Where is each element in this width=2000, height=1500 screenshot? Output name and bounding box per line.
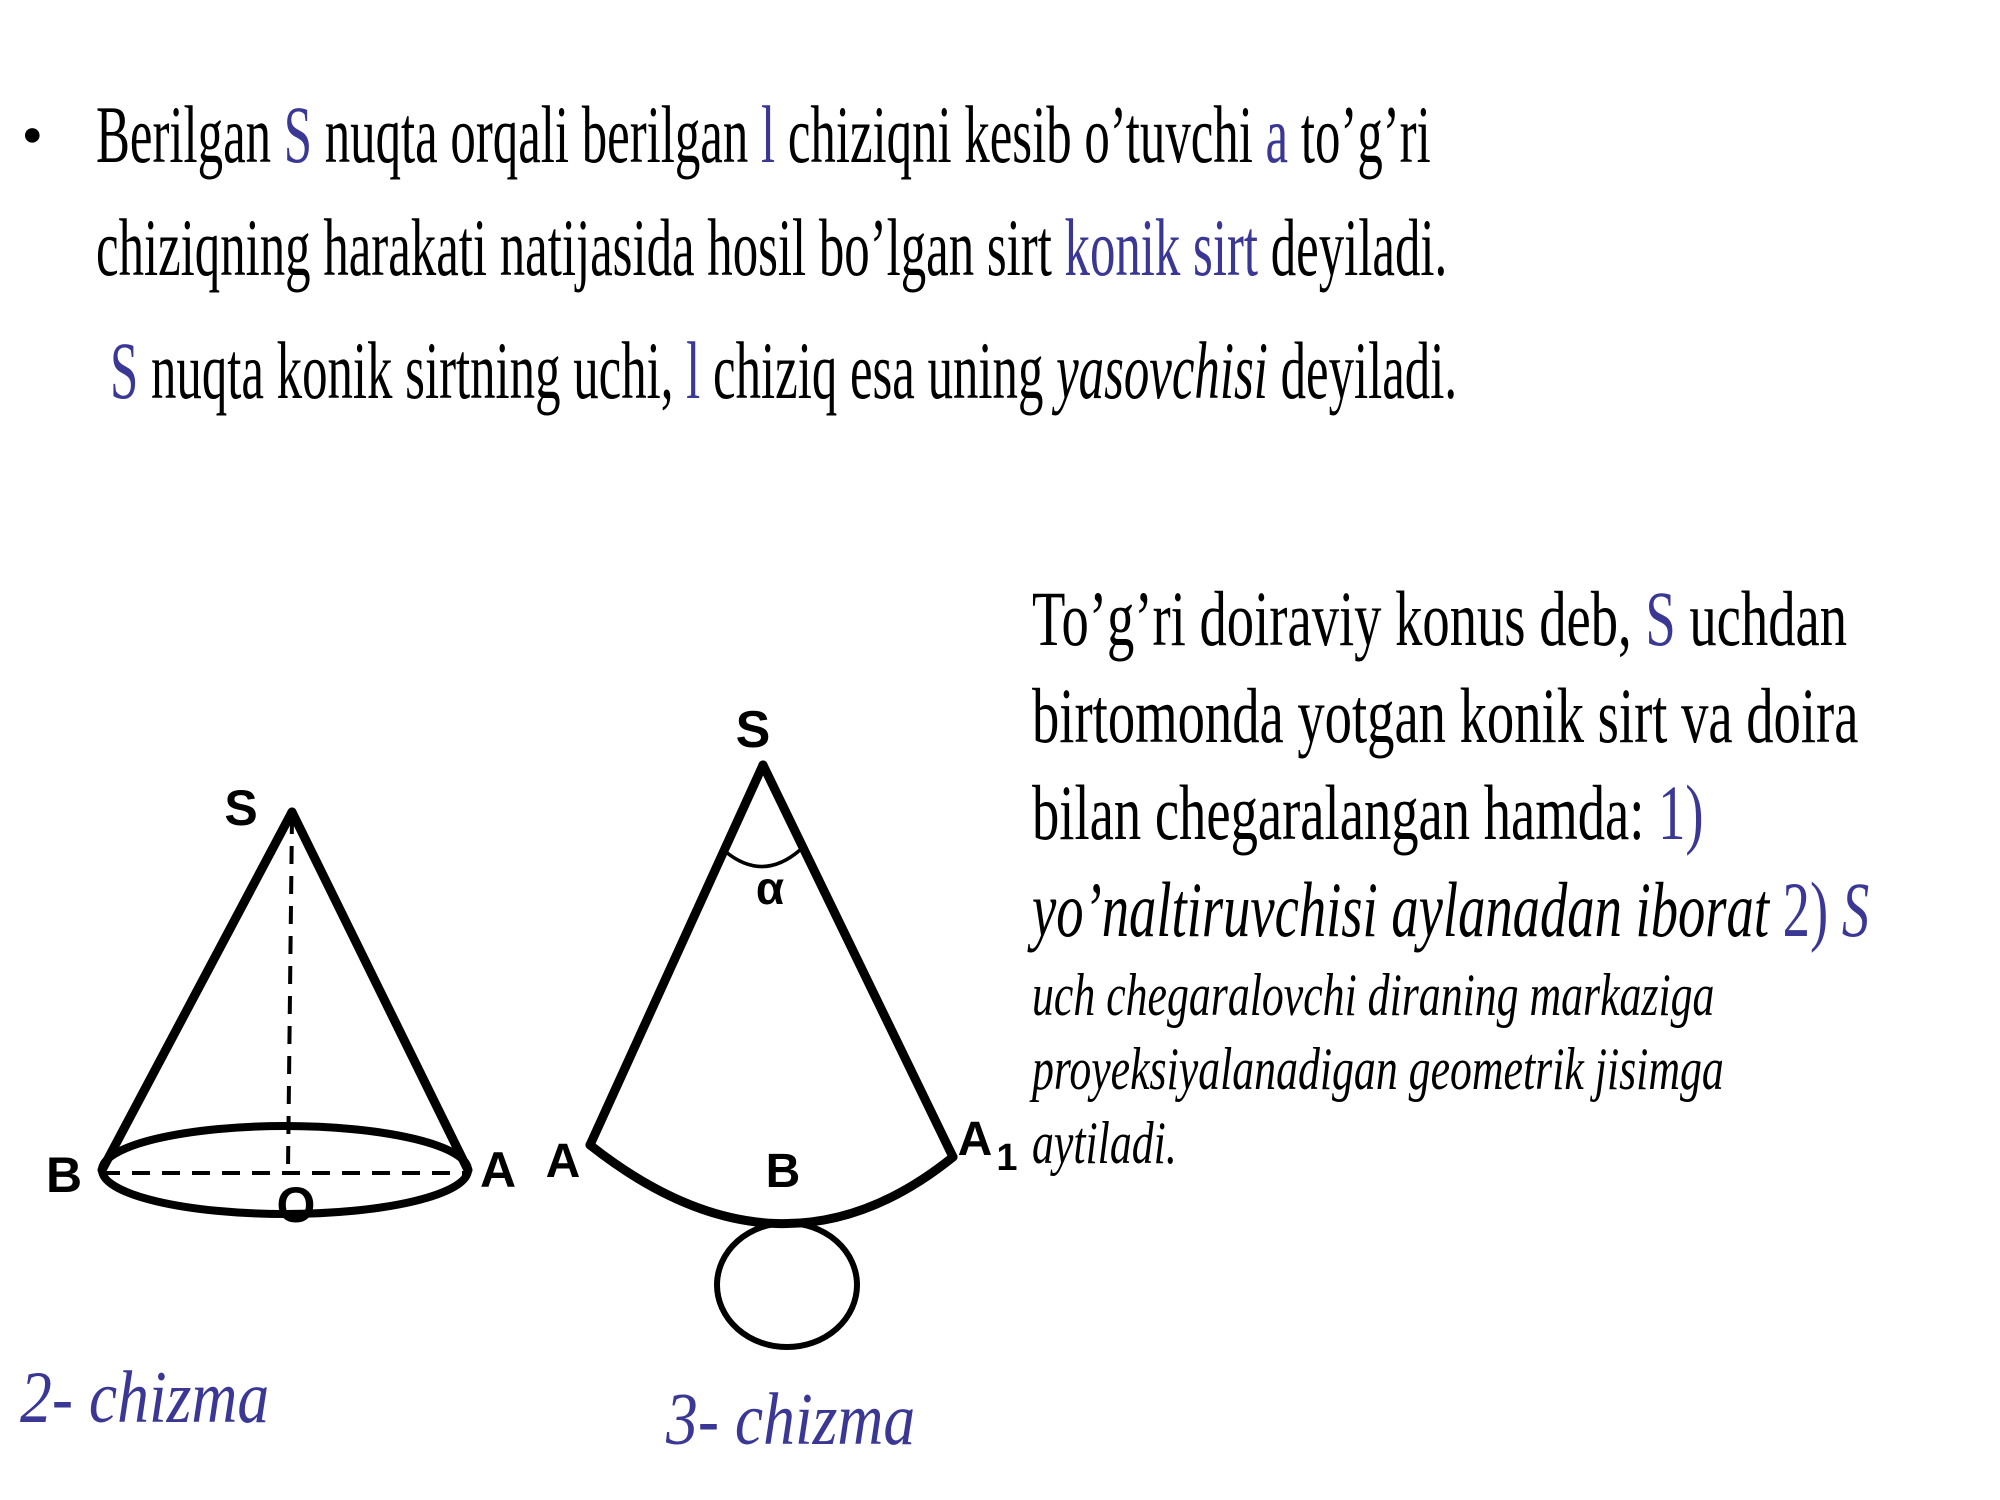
definition-line-1: Berilgan S nuqta orqali berilgan l chiziqni kesib o’tuvchi a to’g’ri [96, 89, 1431, 180]
cone-right-side-line [292, 812, 468, 1170]
right-text-line-2: birtomonda yotgan konik sirt va doira [1032, 672, 1859, 759]
right-text-line-7: aytiladi. [1032, 1110, 1177, 1176]
apex-generator-paragraph [110, 314, 2000, 427]
sector-left-label: A [545, 1135, 581, 1188]
cone-apex-label: S [224, 780, 258, 836]
sector-right-label: A [957, 1113, 993, 1166]
sector-left-side-line [590, 765, 763, 1145]
definition-paragraph [96, 78, 2000, 304]
sector-right-sub-label: 1 [996, 1137, 1018, 1179]
figure3-caption: 3- chizma [666, 1379, 916, 1461]
figure-cone-diagram [20, 770, 560, 1270]
definition-line-2: chiziqning harakati natijasida hosil bo’lgan sirt konik sirt deyiladi. [96, 202, 1448, 293]
right-text-line-3: bilan chegaralangan hamda: 1) [1032, 769, 1704, 856]
right-text-line-5: uch chegaralovchi diraning markaziga [1032, 962, 1715, 1028]
sector-apex-label: S [735, 701, 771, 759]
cone-right-label: A [479, 1142, 517, 1198]
cone-left-side-line [102, 812, 292, 1170]
right-text-line-1: To’g’ri doiraviy konus deb, S uchdan [1032, 575, 1848, 662]
cone-axis-dashed-line [288, 816, 292, 1169]
cone-center-label: O [276, 1177, 316, 1233]
sector-right-side-line [763, 765, 953, 1157]
cone-left-label: B [45, 1147, 83, 1203]
right-definition-block [1032, 570, 2000, 1180]
figure2-caption: 2- chizma [20, 1357, 270, 1439]
sector-bottom-label: B [765, 1145, 801, 1198]
right-text-line-4: yo’naltiruvchisi aylanadan iborat 2) S [1032, 866, 1870, 953]
figure-sector-diagram [540, 690, 1070, 1370]
bullet-dot: ● [22, 116, 43, 153]
apex-generator-line: S nuqta konik sirtning uchi, l chiziq esa uning yasovchisi deyiladi. [110, 325, 1458, 416]
directrix-circle [717, 1223, 857, 1347]
right-text-line-6: proyeksiyalanadigan geometrik jisimga [1032, 1036, 1724, 1102]
apex-angle-label: α [755, 862, 785, 914]
